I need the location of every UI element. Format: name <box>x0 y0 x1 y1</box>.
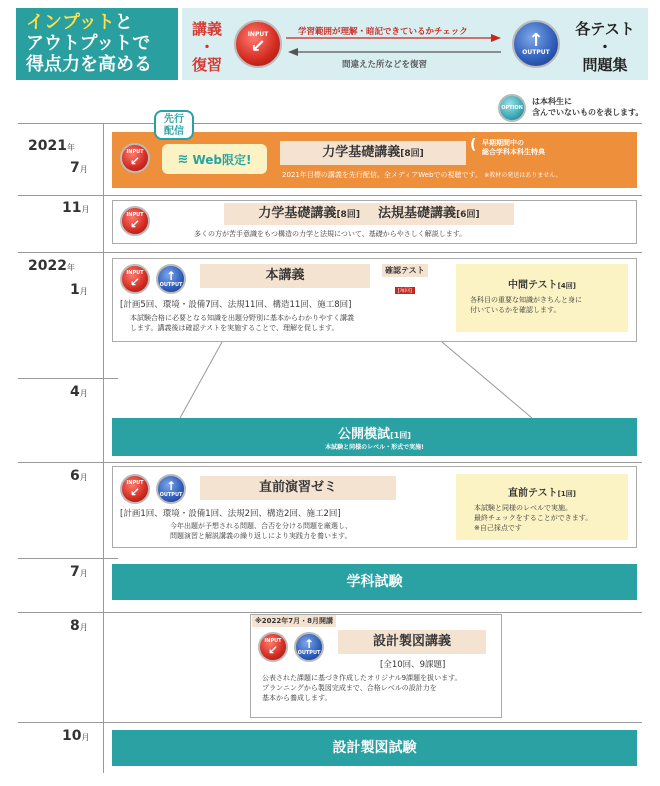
main-course-sessions: [計画5回、環境・設備7回、法規11回、構造11回、施工8回] <box>120 300 352 310</box>
design-title: 設計製図講義 <box>372 634 451 649</box>
pre-delivery-tag <box>154 110 194 140</box>
month-10: 10月 <box>62 728 90 744</box>
option-note-line2: 含んでいないものを表します。 <box>532 108 644 117</box>
input-icon-main: INPUT ↙ <box>120 264 150 294</box>
design-exam-panel <box>112 730 637 766</box>
final-test-count: [1回] <box>557 490 576 498</box>
output-icon-label: OUTPUT <box>522 49 550 56</box>
final-test-title: 直前テスト <box>508 488 558 499</box>
month-4: 4月 <box>70 384 88 400</box>
month-7-2021: 7月 <box>70 160 88 176</box>
funnel-lines <box>112 342 637 418</box>
final-test-panel <box>456 474 628 540</box>
wifi-icon: ≋ <box>177 151 189 167</box>
design-desc-line1: 公表された課題に基づき作成したオリジナル9課題を扱います。 <box>262 674 462 682</box>
input-icon-design: INPUT ↙ <box>258 632 288 662</box>
pre-delivery-title-box <box>280 141 466 165</box>
divider-2022-1 <box>18 252 642 253</box>
final-test-desc <box>474 503 628 533</box>
month-7-2022: 7月 <box>70 564 88 580</box>
pre-delivery-tag-line1: 先行 <box>164 114 184 125</box>
pre-delivery-note <box>282 170 562 180</box>
design-desc <box>262 673 462 703</box>
design-exam-title: 設計製図試験 <box>332 740 417 756</box>
review-text: 復習 <box>191 56 222 74</box>
midterm-title-row <box>456 276 628 291</box>
pre-delivery-tag-line2: 配信 <box>164 126 184 137</box>
check-test-block <box>382 264 428 296</box>
output-icon-main: ↑ OUTPUT <box>156 264 186 294</box>
mock-exam-panel <box>112 418 637 456</box>
academic-exam-title: 学科試験 <box>346 574 403 590</box>
midterm-panel <box>456 264 628 332</box>
timeline-axis <box>103 123 104 773</box>
month-8: 8月 <box>70 618 88 634</box>
final-test-line2: 最終チェックをすることができます。 <box>474 514 593 522</box>
input-icon-label: INPUT <box>247 31 269 38</box>
main-course-title: 本講義 <box>265 268 305 283</box>
design-sessions: [全10回、9課題] <box>380 660 446 670</box>
design-desc-line2: プランニングから製図完成まで、合格レベルの設計力を <box>262 684 437 692</box>
basics-title2: 法規基礎講義 <box>378 206 457 221</box>
main-course-desc-line2: します。講義後は確認テストを実施することで、理解を促します。 <box>130 324 339 332</box>
dot-text-2: ・ <box>597 38 613 56</box>
final-test-line3: ※自己採点です <box>474 524 522 532</box>
divider-7 <box>18 558 118 559</box>
header-title-block <box>16 8 178 80</box>
basics-count2: [6回] <box>456 210 480 220</box>
final-test-title-row <box>456 484 628 499</box>
midterm-desc <box>470 295 628 315</box>
mock-count: [1回] <box>390 431 411 440</box>
input-icon-basics: INPUT ↙ <box>120 206 150 236</box>
header-input-text: インプット <box>26 12 115 33</box>
divider-2021-7 <box>18 123 642 124</box>
bonus-line1: 早期期間中の <box>482 139 524 147</box>
final-seminar-desc <box>170 521 352 541</box>
check-test-sub: [毎回] <box>395 287 415 294</box>
basics-desc: 多くの方が苦手意識をもつ構造の力学と法規について、基礎からやさしく解説します。 <box>194 230 467 238</box>
input-icon-pre: INPUT ↙ <box>120 143 150 173</box>
midterm-count: [4回] <box>557 282 576 290</box>
input-icon: INPUT ↙ <box>234 20 282 68</box>
main-course-title-box <box>200 264 370 288</box>
tests-label <box>572 20 638 74</box>
midterm-line2: 付いているかを確認します。 <box>470 306 561 314</box>
main-course-desc <box>130 313 354 333</box>
pre-delivery-count: [8回] <box>400 149 424 159</box>
divider-4 <box>18 378 118 379</box>
final-seminar-title-box <box>200 476 396 500</box>
month-11: 11月 <box>62 200 90 216</box>
review-note-text: 間違えた所などを復習 <box>342 60 428 70</box>
mock-title: 公開模試 <box>338 427 391 442</box>
output-icon-design: ↑ OUTPUT <box>294 632 324 662</box>
header-output-text: アウトプットで <box>26 33 151 54</box>
check-text: 学習範囲が理解・暗記できているかチェック <box>298 27 468 37</box>
mock-sub: 本試験と同様のレベル・形式で実施! <box>325 444 424 451</box>
pre-delivery-note-small: ※教材の発送はありません。 <box>484 172 562 179</box>
divider-10 <box>18 722 642 723</box>
design-tag: ※2022年7月・8月開講 <box>252 615 336 627</box>
design-title-box <box>338 630 486 654</box>
year-2021: 2021年 <box>28 138 75 154</box>
final-test-line1: 本試験と同様のレベルで実施。 <box>474 504 572 512</box>
header-to-text: と <box>114 12 133 33</box>
final-seminar-title: 直前演習ゼミ <box>258 480 337 495</box>
divider-8 <box>18 612 642 613</box>
month-1: 1月 <box>70 282 88 298</box>
web-only-text: Web限定! <box>192 152 252 167</box>
bonus-line2: 総合学科本科生特典 <box>482 148 545 156</box>
divider-6 <box>18 462 642 463</box>
basics-title-box <box>224 203 514 225</box>
dot-text: ・ <box>199 38 215 56</box>
bonus-note: ( 早期期間中の 総合学科本科生特典 <box>470 137 545 156</box>
basics-title1: 力学基礎講義 <box>258 206 337 221</box>
header-score-text: 得点力を高める <box>26 54 152 75</box>
option-note <box>532 96 643 118</box>
academic-exam-panel <box>112 564 637 600</box>
final-seminar-desc-line2: 問題演習と解説講義の繰り返しにより実践力を養います。 <box>170 532 352 540</box>
year-2022: 2022年 <box>28 258 75 274</box>
option-note-line1: は本科生に <box>532 97 572 106</box>
lecture-text: 講義 <box>191 20 222 38</box>
option-icon <box>498 94 526 122</box>
web-only-badge <box>162 144 267 174</box>
basics-count1: [8回] <box>336 210 360 220</box>
workbook-text: 問題集 <box>582 56 628 74</box>
midterm-title: 中間テスト <box>508 280 558 291</box>
main-course-desc-line1: 本試験合格に必要となる知識を出題分野別に基本からわかりやすく講義 <box>130 314 354 322</box>
final-seminar-desc-line1: 今年出題が予想される問題、合否を分ける問題を厳選し、 <box>170 522 352 530</box>
final-seminar-sessions: [計画1回、環境・設備1回、法規2回、構造2回、施工2回] <box>120 509 341 519</box>
option-icon-label: OPTION <box>501 105 523 111</box>
input-icon-final: INPUT ↙ <box>120 474 150 504</box>
pre-delivery-note-text: 2021年目標の講義を先行配信。全メディアWebでの視聴です。 <box>282 171 482 179</box>
divider-11 <box>18 195 642 196</box>
lecture-review-label <box>188 20 226 74</box>
mock-title-row <box>112 423 637 442</box>
output-icon: ↑ OUTPUT <box>512 20 560 68</box>
month-6: 6月 <box>70 468 88 484</box>
pre-delivery-title: 力学基礎講義 <box>322 145 401 160</box>
tests-text: 各テスト <box>575 20 635 38</box>
midterm-line1: 各科目の重要な知識がきちんと身に <box>470 296 582 304</box>
check-test-label: 確認テスト <box>382 264 428 277</box>
design-desc-line3: 基本から養成します。 <box>262 694 332 702</box>
output-icon-final: ↑ OUTPUT <box>156 474 186 504</box>
header-flow-panel <box>182 8 648 80</box>
